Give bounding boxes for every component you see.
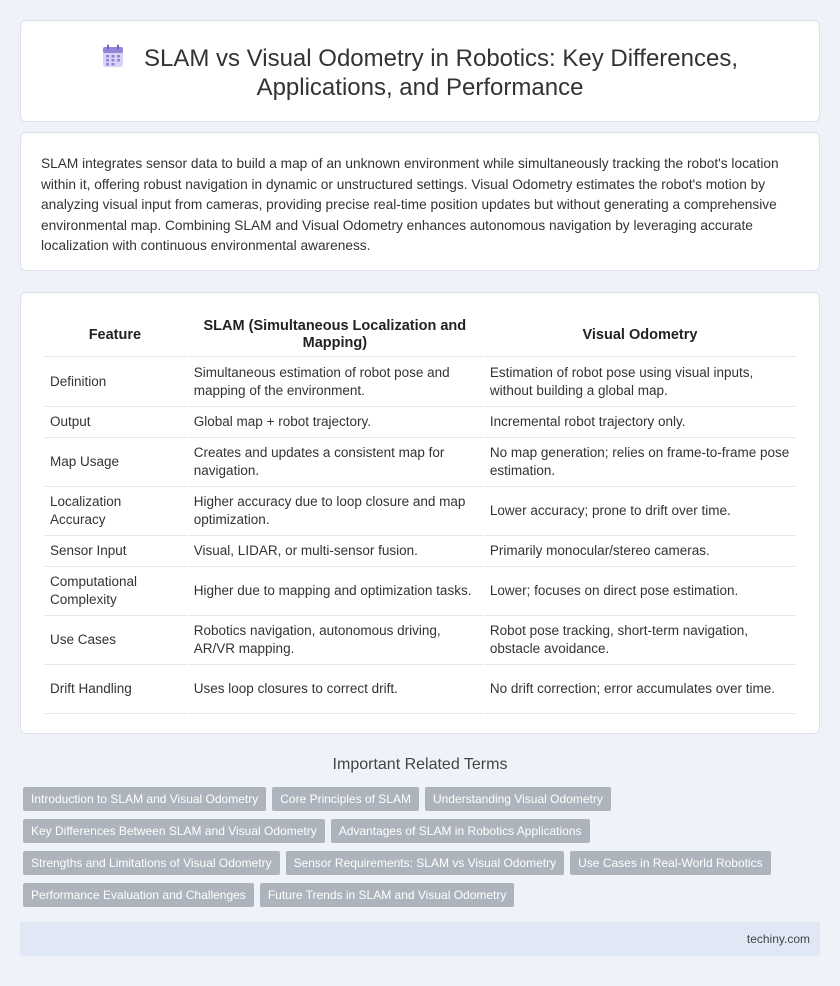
intro-paragraph: SLAM integrates sensor data to build a map of an unknown environment while simultaneously tracking the robot's location within it, offering robust navigation in dynamic or unstructured settings. Visual Odometry estimates the robot's motion by analyzing visual input from cameras, providing precise real-time position updates but without generating a comprehensive environmental map. Combining SLAM and Visual Odometry enhances autonomous navigation by leveraging accurate localization with continuous environmental awareness. [41, 156, 779, 253]
related-term-tag[interactable]: Key Differences Between SLAM and Visual Odometry [23, 819, 325, 843]
vo-cell: Robot pose tracking, short-term navigation, obstacle avoidance. [484, 616, 796, 665]
related-term-tag[interactable]: Use Cases in Real-World Robotics [570, 851, 771, 875]
related-term-tag[interactable]: Sensor Requirements: SLAM vs Visual Odometry [286, 851, 565, 875]
table-row [44, 616, 796, 665]
related-term-tag[interactable]: Future Trends in SLAM and Visual Odometry [260, 883, 515, 907]
vo-cell: Lower accuracy; prone to drift over time. [484, 487, 796, 536]
vo-cell: No drift correction; error accumulates over time. [484, 665, 796, 714]
slam-cell: Global map + robot trajectory. [188, 407, 482, 438]
header-slam: SLAM (Simultaneous Localization and Mapping) [188, 314, 482, 357]
slam-cell: Higher due to mapping and optimization tasks. [188, 567, 482, 616]
related-term-tag[interactable]: Introduction to SLAM and Visual Odometry [23, 787, 266, 811]
page-title [21, 44, 819, 102]
feature-cell: Sensor Input [44, 536, 186, 567]
vo-cell: Estimation of robot pose using visual inputs, without building a global map. [484, 357, 796, 407]
table-row [44, 665, 796, 714]
feature-cell: Output [44, 407, 186, 438]
vo-cell: Incremental robot trajectory only. [484, 407, 796, 438]
table-row [44, 357, 796, 407]
related-term-tag[interactable]: Performance Evaluation and Challenges [23, 883, 254, 907]
footer-brand[interactable]: techiny.com [746, 932, 810, 946]
related-terms-heading: Important Related Terms [332, 756, 508, 773]
related-term-tag[interactable]: Advantages of SLAM in Robotics Applications [331, 819, 590, 843]
intro-card [20, 132, 820, 271]
vo-cell: No map generation; relies on frame-to-frame pose estimation. [484, 438, 796, 487]
tag-row [23, 851, 813, 875]
feature-cell: Definition [44, 357, 186, 407]
comparison-table [42, 314, 798, 714]
table-row [44, 487, 796, 536]
tag-row [23, 787, 813, 811]
related-term-tag[interactable]: Strengths and Limitations of Visual Odometry [23, 851, 280, 875]
vo-cell: Primarily monocular/stereo cameras. [484, 536, 796, 567]
slam-cell: Creates and updates a consistent map for navigation. [188, 438, 482, 487]
feature-cell: Computational Complexity [44, 567, 186, 616]
table-header-row [44, 314, 796, 357]
slam-cell: Visual, LIDAR, or multi-sensor fusion. [188, 536, 482, 567]
comparison-card [20, 292, 820, 734]
footer [20, 922, 820, 956]
feature-cell: Use Cases [44, 616, 186, 665]
table-row [44, 567, 796, 616]
feature-cell: Drift Handling [44, 665, 186, 714]
header-feature: Feature [44, 314, 186, 357]
related-terms-list [23, 787, 813, 915]
tag-row [23, 819, 813, 843]
title-card [20, 20, 820, 122]
feature-cell: Localization Accuracy [44, 487, 186, 536]
title-line-2: Applications, and Performance [256, 74, 584, 101]
header-visual-odometry: Visual Odometry [484, 314, 796, 357]
slam-cell: Uses loop closures to correct drift. [188, 665, 482, 714]
table-row [44, 438, 796, 487]
related-term-tag[interactable]: Core Principles of SLAM [272, 787, 419, 811]
related-term-tag[interactable]: Understanding Visual Odometry [425, 787, 611, 811]
calendar-icon [102, 44, 124, 68]
slam-cell: Simultaneous estimation of robot pose and mapping of the environment. [188, 357, 482, 407]
feature-cell: Map Usage [44, 438, 186, 487]
table-row [44, 536, 796, 567]
vo-cell: Lower; focuses on direct pose estimation. [484, 567, 796, 616]
tag-row [23, 883, 813, 907]
slam-cell: Higher accuracy due to loop closure and map optimization. [188, 487, 482, 536]
slam-cell: Robotics navigation, autonomous driving, AR/VR mapping. [188, 616, 482, 665]
table-row [44, 407, 796, 438]
title-line-1: SLAM vs Visual Odometry in Robotics: Key Differences, [143, 45, 739, 72]
